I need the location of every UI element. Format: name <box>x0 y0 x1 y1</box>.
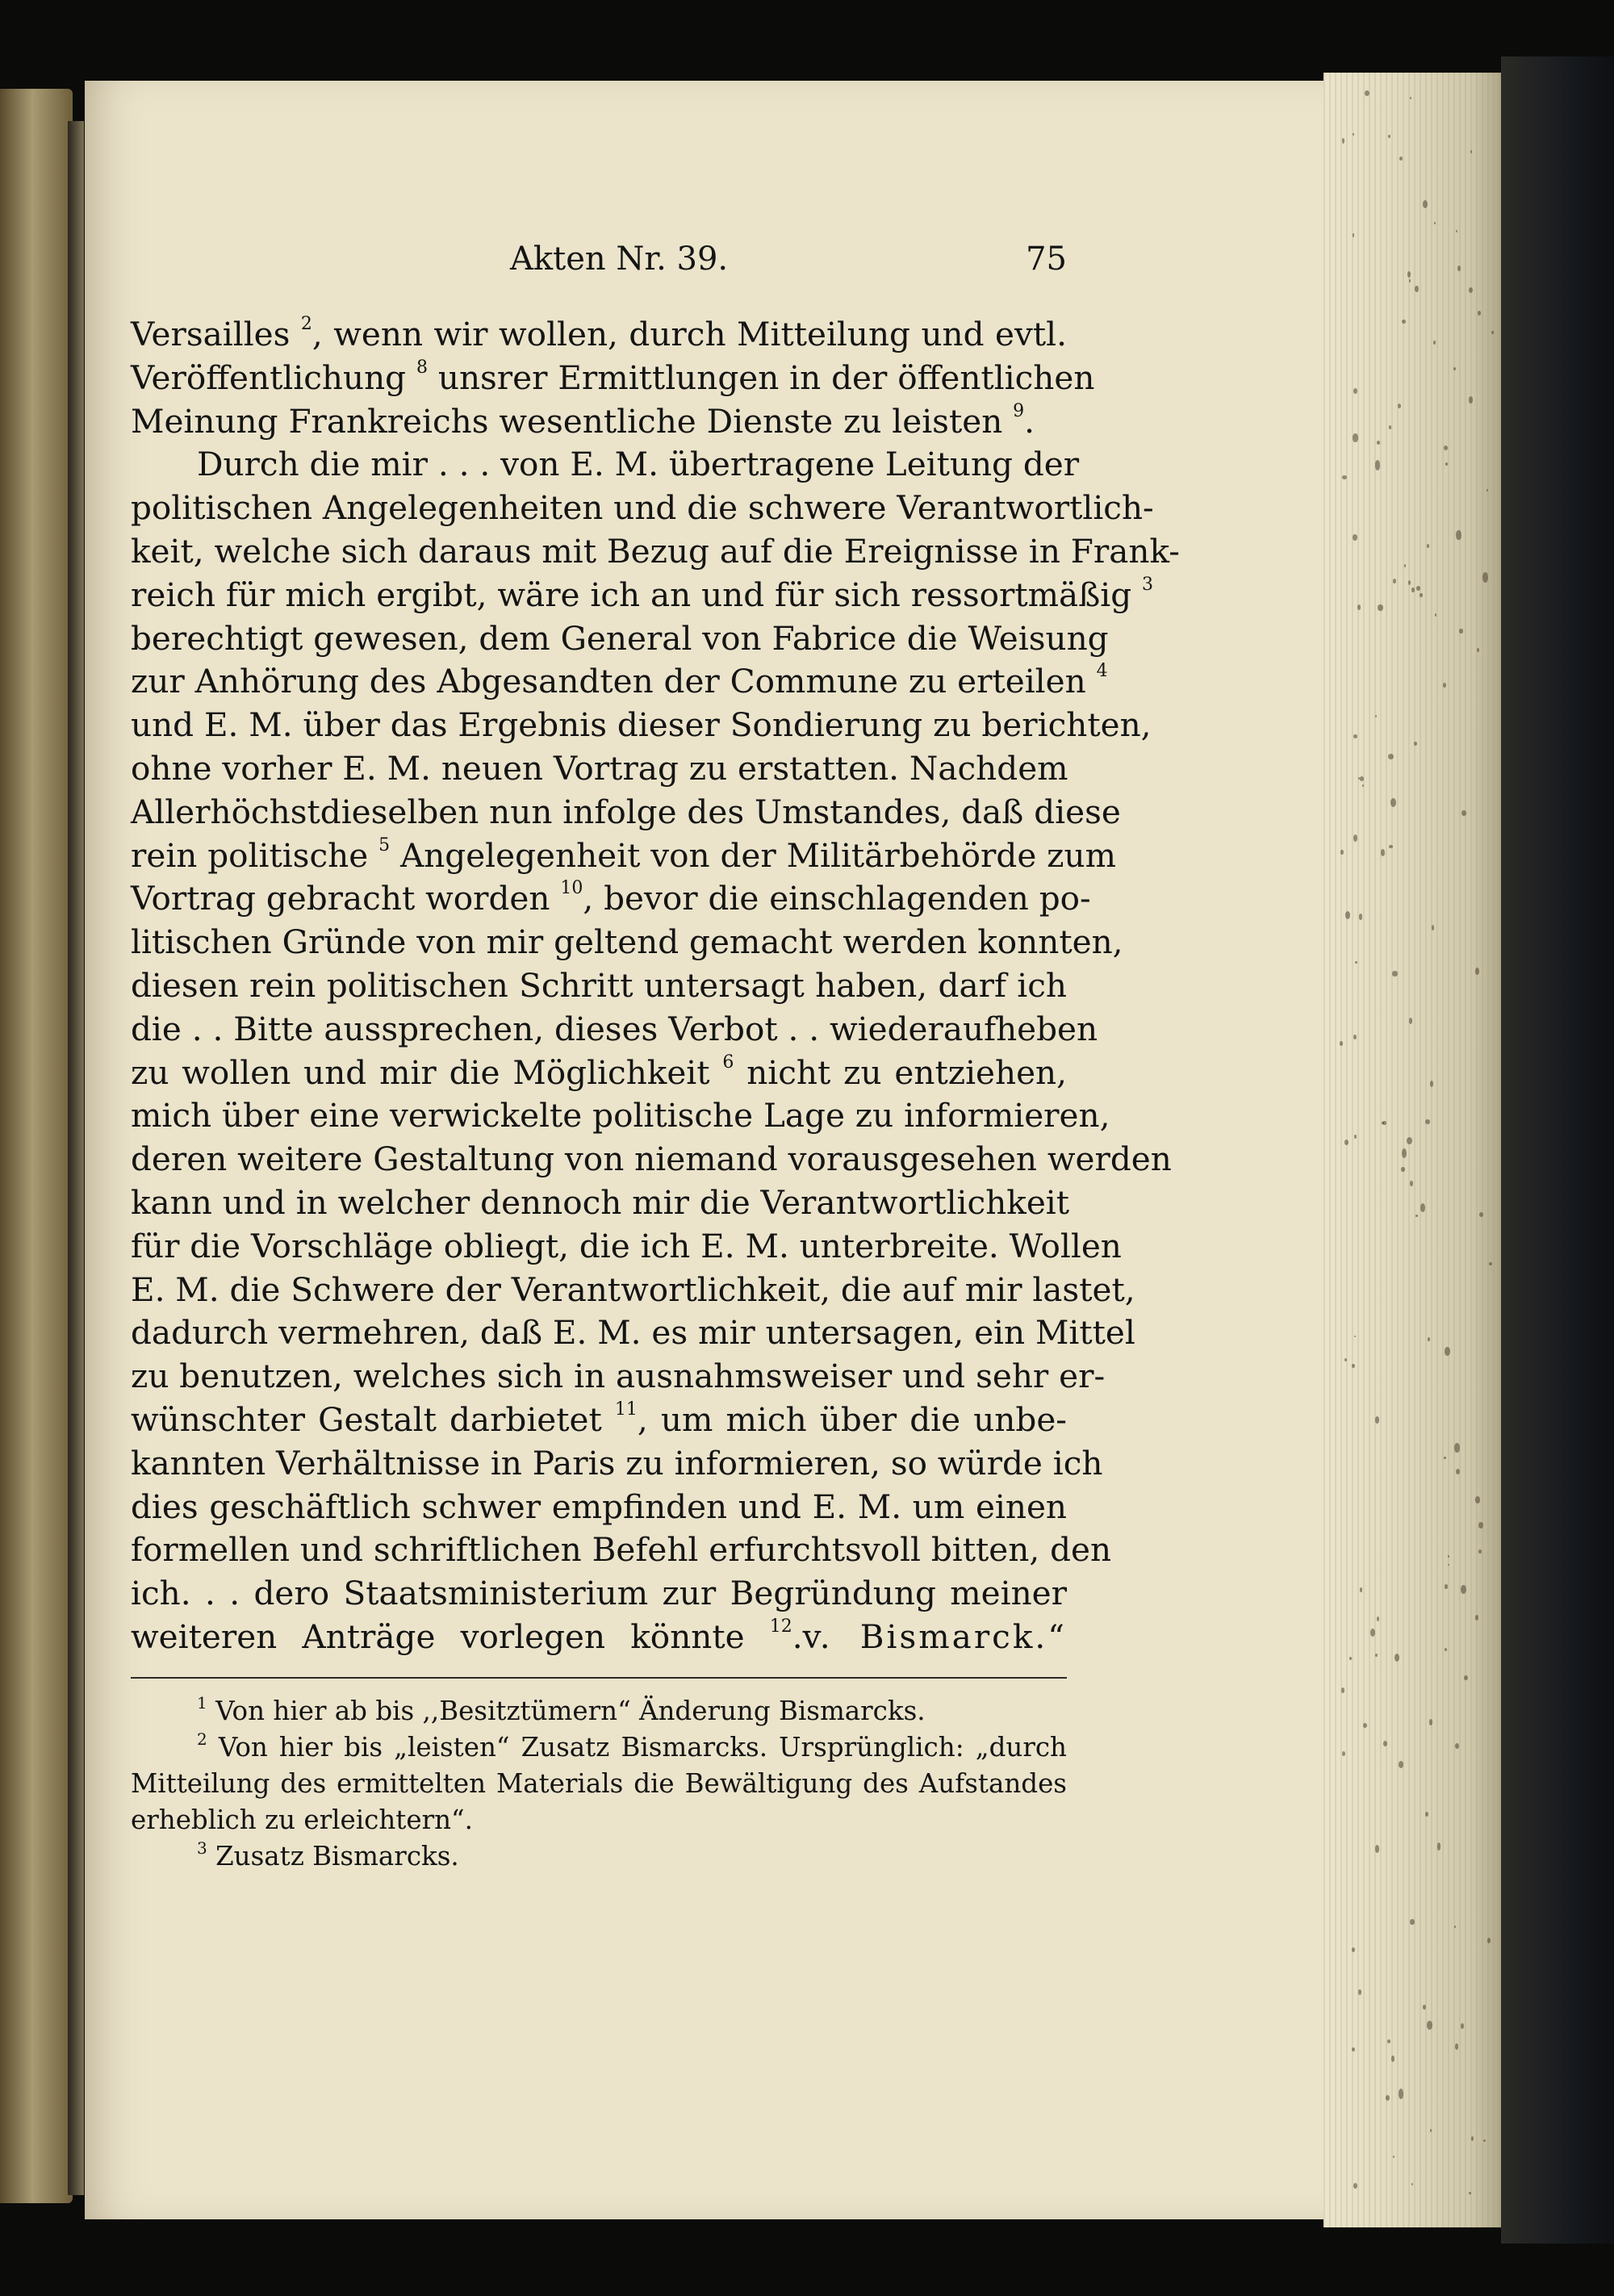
foxing-speck <box>1377 1616 1379 1621</box>
foxing-speck <box>1342 138 1344 144</box>
foxing-speck <box>1478 1549 1482 1554</box>
foxing-speck <box>1486 489 1489 492</box>
foxing-speck <box>1454 1926 1457 1928</box>
foxing-speck <box>1382 1122 1384 1124</box>
foxing-speck <box>1444 1457 1445 1459</box>
footnote-rule <box>131 1677 1067 1679</box>
foxing-speck <box>1342 1751 1345 1757</box>
text-segment: Veröffentlichung <box>131 358 416 397</box>
foxing-speck <box>1342 475 1346 479</box>
foxing-speck <box>1455 2043 1458 2049</box>
text-segment: E. M. die Schwere der Verantwortlichkeit, die auf mir lastet, <box>131 1269 1135 1309</box>
text-segment: für die Vorschläge obliegt, die ich E. M. unterbreite. Wollen <box>131 1226 1122 1265</box>
foxing-speck <box>1461 1585 1466 1594</box>
text-line <box>131 1052 1067 1095</box>
text-line <box>131 313 1067 357</box>
foxing-speck <box>1345 911 1351 919</box>
foxing-speck <box>1445 1347 1449 1356</box>
foxing-speck <box>1456 230 1458 233</box>
text-segment: diesen rein politischen Schritt untersagt haben, darf ich <box>131 965 1067 1005</box>
foxing-speck <box>1427 2021 1432 2030</box>
footnote-reference: 12 <box>769 1616 792 1637</box>
foxing-speck <box>1445 462 1449 466</box>
text-segment: . <box>1024 401 1035 441</box>
text-segment: berechtigt gewesen, dem General von Fabrice die Weisung <box>131 618 1109 658</box>
text-segment: litischen Gründe von mir geltend gemacht werden konnten, <box>131 922 1123 962</box>
foxing-speck <box>1420 593 1423 596</box>
foxing-speck <box>1448 1555 1449 1558</box>
text-segment: Angelegenheit von der Militärbehörde zum <box>390 835 1116 875</box>
foxing-speck <box>1358 1989 1362 1995</box>
foxing-speck <box>1383 1741 1387 1746</box>
text-segment: , bevor die einschlagenden po- <box>583 879 1091 918</box>
foxing-speck <box>1360 1587 1362 1591</box>
foxing-speck <box>1402 1148 1407 1158</box>
text-line <box>131 1269 1135 1312</box>
text-line <box>131 1008 1098 1052</box>
foxing-speck <box>1454 1443 1460 1453</box>
footnote-line <box>131 1693 1067 1729</box>
foxing-speck <box>1340 1041 1343 1045</box>
foxing-speck <box>1357 604 1361 610</box>
foxing-speck <box>1377 441 1380 445</box>
text-segment: die . . Bitte aussprechen, dieses Verbot . . wiederaufheben <box>131 1009 1098 1048</box>
foxing-speck <box>1409 1018 1412 1024</box>
text-line <box>131 1181 1070 1225</box>
text-segment: und E. M. über das Ergebnis dieser Sondierung zu berichten, <box>131 705 1152 745</box>
text-segment: kann und in welcher dennoch mir die Verantwortlichkeit <box>131 1182 1070 1222</box>
foxing-speck <box>1375 1416 1380 1423</box>
text-segment: kannten Verhältnisse in Paris zu informieren, so würde ich <box>131 1443 1103 1483</box>
foxing-speck <box>1445 1648 1447 1651</box>
foxing-speck <box>1352 1947 1355 1952</box>
text-line <box>131 1355 1106 1399</box>
text-line <box>131 1094 1110 1138</box>
text-segment: reich für mich ergibt, wäre ich an und für sich ressortmäßig <box>131 575 1143 614</box>
foxing-speck <box>1483 2139 1486 2142</box>
foxing-speck <box>1416 586 1420 591</box>
text-line <box>131 704 1152 747</box>
foxing-speck <box>1360 776 1365 781</box>
text-segment: wünschter Gestalt darbietet <box>131 1399 615 1439</box>
foxing-speck <box>1423 2005 1426 2010</box>
running-header-title: Akten Nr. 39. <box>510 240 729 278</box>
text-line <box>131 660 1108 704</box>
text-segment: Versailles <box>131 315 301 353</box>
footnote-line <box>131 1729 1067 1766</box>
foxing-speck <box>1386 2095 1390 2101</box>
text-line <box>131 921 1123 964</box>
foxing-speck <box>1394 1654 1399 1662</box>
foxing-speck <box>1398 404 1401 408</box>
foxing-speck <box>1477 648 1479 652</box>
text-segment: Durch die mir . . . von E. M. übertragene Leitung der <box>197 445 1080 484</box>
text-line <box>131 1225 1122 1269</box>
text-line <box>131 964 1067 1008</box>
foxing-speck <box>1341 1687 1344 1692</box>
text-line <box>131 1616 1067 1659</box>
foxing-speck <box>1410 1181 1413 1186</box>
foxing-speck <box>1425 1812 1428 1817</box>
book-binding-edge <box>68 121 84 2195</box>
foxing-speck <box>1353 388 1357 394</box>
footnote-reference: 10 <box>560 878 583 899</box>
text-segment: ohne vorher E. M. neuen Vortrag zu erstatten. Nachdem <box>131 748 1068 788</box>
foxing-speck <box>1404 564 1407 567</box>
foxing-speck <box>1435 613 1436 617</box>
page-fore-edge <box>1323 73 1509 2227</box>
foxing-speck <box>1491 331 1493 334</box>
foxing-speck <box>1456 530 1461 540</box>
footnote-line <box>131 1802 1067 1838</box>
foxing-speck <box>1427 544 1429 548</box>
foxing-speck <box>1443 683 1446 688</box>
foxing-speck <box>1381 849 1386 856</box>
foxing-speck <box>1402 320 1406 324</box>
foxing-speck <box>1387 2039 1390 2043</box>
text-segment: , um mich über die unbe- <box>637 1399 1067 1439</box>
foxing-speck <box>1459 629 1462 633</box>
foxing-speck <box>1469 396 1473 404</box>
text-segment: politischen Angelegenheiten und die schwere Verantwortlich- <box>131 488 1154 528</box>
foxing-speck <box>1464 1675 1468 1680</box>
foxing-speck <box>1407 1137 1412 1144</box>
foxing-speck <box>1392 971 1397 977</box>
text-segment: unsrer Ermittlungen in der öffentlichen <box>427 358 1095 397</box>
foxing-speck <box>1455 1743 1459 1749</box>
foxing-speck <box>1362 784 1364 787</box>
foxing-speck <box>1375 715 1377 717</box>
text-segment: zu wollen und mir die Möglichkeit <box>131 1052 723 1092</box>
footnote-marker: 2 <box>197 1729 207 1749</box>
text-line <box>131 1399 1067 1442</box>
book-spine-left <box>0 89 73 2203</box>
foxing-speck <box>1401 1167 1404 1172</box>
foxing-speck <box>1453 367 1456 370</box>
text-line <box>131 1442 1103 1486</box>
footnote-reference: 9 <box>1013 400 1025 421</box>
footnote-reference: 6 <box>722 1052 734 1073</box>
foxing-speck <box>1478 1522 1482 1529</box>
text-line <box>131 1138 1172 1181</box>
text-segment: deren weitere Gestaltung von niemand vorausgesehen werden <box>131 1140 1172 1179</box>
foxing-speck <box>1461 810 1466 816</box>
foxing-speck <box>1457 266 1461 271</box>
foxing-speck <box>1349 1657 1353 1660</box>
footnote-reference: 8 <box>416 357 428 378</box>
text-segment: ich. . . dero Staatsministerium zur Begründung meiner <box>131 1574 1067 1613</box>
foxing-speck <box>1353 233 1354 236</box>
foxing-speck <box>1429 1719 1433 1725</box>
text-line <box>131 530 1180 574</box>
foxing-speck <box>1393 579 1397 583</box>
text-line <box>131 1572 1067 1616</box>
foxing-speck <box>1353 433 1357 441</box>
foxing-speck <box>1478 311 1481 316</box>
foxing-speck <box>1423 200 1428 208</box>
foxing-speck <box>1409 279 1411 282</box>
signature: v. Bismarck.“ <box>802 1616 1067 1656</box>
text-line <box>131 1529 1112 1572</box>
text-segment: dies geschäftlich schwer empfinden und E. M. um einen <box>131 1487 1067 1526</box>
foxing-speck <box>1407 271 1411 278</box>
footnotes <box>131 1693 1067 1875</box>
foxing-speck <box>1353 133 1355 136</box>
foxing-speck <box>1408 580 1411 585</box>
text-segment: zu benutzen, welches sich in ausnahmsweiser und sehr er- <box>131 1357 1106 1396</box>
foxing-speck <box>1411 2183 1413 2185</box>
text-segment: Vortrag gebracht worden <box>131 879 561 918</box>
foxing-speck <box>1410 1919 1414 1925</box>
text-segment: Allerhöchstdieselben nun infolge des Umstandes, daß diese <box>131 792 1121 831</box>
text-line <box>131 487 1154 530</box>
foxing-speck <box>1433 341 1436 345</box>
text-segment: keit, welche sich daraus mit Bezug auf die Ereignisse in Frank- <box>131 531 1180 571</box>
footnote-line <box>131 1766 1067 1802</box>
footnote-marker: 1 <box>197 1693 207 1713</box>
foxing-speck <box>1388 135 1390 139</box>
foxing-speck <box>1471 2136 1474 2141</box>
footnote-marker: 3 <box>197 1838 207 1858</box>
foxing-speck <box>1414 742 1417 746</box>
foxing-speck <box>1444 445 1448 450</box>
footnote-text: erheblich zu erleichtern“. <box>131 1805 474 1835</box>
foxing-speck <box>1482 572 1488 582</box>
foxing-speck <box>1353 534 1357 541</box>
text-segment: dadurch vermehren, daß E. M. es mir untersagen, ein Mittel <box>131 1313 1135 1353</box>
footnote-line <box>131 1838 1067 1875</box>
foxing-speck <box>1375 1845 1379 1853</box>
running-header <box>131 234 1067 282</box>
footnote-text: Mitteilung des ermittelten Materials die Bewältigung des Aufstandes <box>131 1768 1067 1799</box>
foxing-speck <box>1378 604 1382 612</box>
foxing-speck <box>1344 1140 1349 1145</box>
foxing-speck <box>1389 425 1391 429</box>
foxing-speck <box>1393 2156 1394 2158</box>
text-segment: zur Anhörung des Abgesandten der Commune zu erteilen <box>131 662 1097 701</box>
text-segment: rein politische <box>131 835 379 875</box>
foxing-speck <box>1353 2183 1357 2189</box>
footnote-reference: 4 <box>1096 661 1108 682</box>
foxing-speck <box>1448 1564 1449 1566</box>
foxing-speck <box>1469 2192 1471 2194</box>
foxing-speck <box>1425 1119 1429 1124</box>
foxing-speck <box>1420 1203 1425 1212</box>
foxing-speck <box>1470 150 1473 154</box>
text-line <box>131 357 1095 400</box>
text-line <box>131 400 1067 444</box>
text-line <box>131 617 1109 661</box>
foxing-speck <box>1353 1035 1357 1039</box>
footnote-text: Zusatz Bismarcks. <box>207 1841 459 1872</box>
foxing-speck <box>1430 2129 1432 2133</box>
page-number: 75 <box>1026 240 1067 278</box>
text-line <box>131 443 1080 487</box>
foxing-speck <box>1461 2023 1464 2030</box>
book-cover-right <box>1501 56 1614 2244</box>
foxing-speck <box>1375 1654 1378 1658</box>
foxing-speck <box>1375 460 1381 470</box>
foxing-speck <box>1456 1469 1460 1474</box>
foxing-speck <box>1411 588 1414 592</box>
foxing-speck <box>1489 1262 1492 1266</box>
foxing-speck <box>1390 798 1396 807</box>
footnote-text: Von hier bis „leisten“ Zusatz Bismarcks. Ursprünglich: „durch <box>207 1732 1067 1763</box>
footnote-reference: 3 <box>1142 574 1154 595</box>
foxing-speck <box>1415 1215 1417 1217</box>
footnote-text: Von hier ab bis ,,Besitztümern“ Änderung Bismarcks. <box>207 1696 926 1726</box>
text-segment: Meinung Frankreichs wesentliche Dienste zu leisten <box>131 401 1014 441</box>
foxing-speck <box>1365 90 1369 96</box>
foxing-speck <box>1445 1584 1449 1589</box>
text-segment: nicht zu entziehen, <box>734 1052 1067 1092</box>
text-segment: formellen und schriftlichen Befehl erfurchtsvoll bitten, den <box>131 1530 1112 1570</box>
footnote-reference: 5 <box>378 834 391 855</box>
foxing-speck <box>1352 1364 1355 1368</box>
text-segment: , wenn wir wollen, durch Mitteilung und evtl. <box>312 315 1067 353</box>
text-line <box>131 834 1116 878</box>
foxing-speck <box>1437 1842 1441 1850</box>
foxing-speck <box>1410 97 1411 99</box>
foxing-speck <box>1475 1496 1481 1503</box>
foxing-speck <box>1355 961 1357 964</box>
text-line <box>131 791 1121 834</box>
foxing-speck <box>1359 914 1363 919</box>
foxing-speck <box>1399 157 1403 161</box>
foxing-speck <box>1487 1938 1491 1943</box>
text-line <box>131 1486 1067 1529</box>
foxing-speck <box>1475 968 1478 974</box>
foxing-speck <box>1399 2089 1403 2099</box>
text-segment: . <box>792 1616 803 1656</box>
foxing-speck <box>1352 2047 1355 2051</box>
text-line <box>131 877 1091 921</box>
foxing-speck <box>1469 287 1473 293</box>
text-segment: weiteren Anträge vorlegen könnte <box>131 1616 770 1656</box>
foxing-speck <box>1353 734 1357 739</box>
foxing-speck <box>1434 222 1436 224</box>
foxing-speck <box>1430 1081 1433 1087</box>
foxing-speck <box>1399 1761 1403 1768</box>
foxing-speck <box>1370 1629 1375 1637</box>
text-line <box>131 574 1154 617</box>
footnote-reference: 2 <box>300 314 312 334</box>
foxing-speck <box>1475 1615 1479 1621</box>
foxing-speck <box>1340 850 1343 855</box>
text-line <box>131 1311 1135 1355</box>
foxing-speck <box>1389 845 1393 849</box>
text-line <box>131 747 1067 791</box>
body-text <box>131 313 1180 1659</box>
foxing-speck <box>1353 834 1357 842</box>
foxing-speck <box>1344 1358 1347 1361</box>
foxing-speck <box>1388 754 1394 759</box>
footnote-reference: 11 <box>614 1399 638 1420</box>
foxing-speck <box>1391 2056 1394 2061</box>
text-segment: mich über eine verwickelte politische Lage zu informieren, <box>131 1096 1110 1135</box>
foxing-speck <box>1354 1336 1356 1338</box>
foxing-speck <box>1363 1723 1367 1728</box>
foxing-speck <box>1428 1337 1430 1341</box>
foxing-speck <box>1415 286 1419 292</box>
foxing-speck <box>1432 925 1435 931</box>
foxing-speck <box>1479 1212 1483 1217</box>
foxing-speck <box>1354 1135 1357 1139</box>
